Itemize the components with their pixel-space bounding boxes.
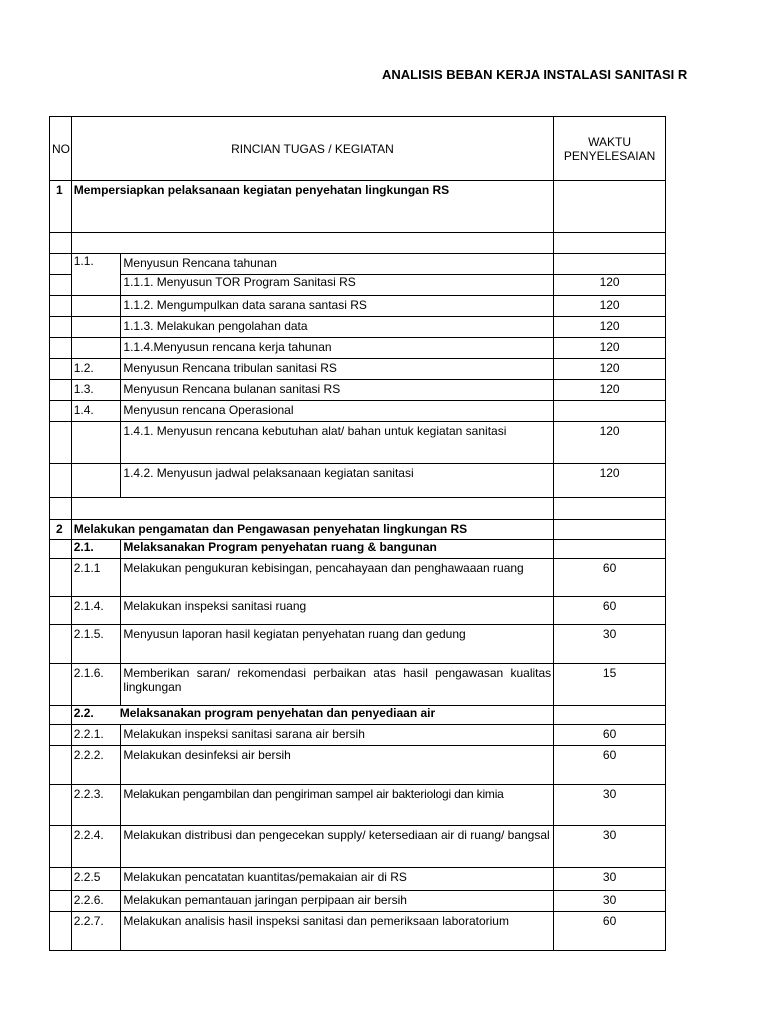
subsection-title: Melaksanakan program penyehatan dan penyediaan air bbox=[119, 706, 436, 720]
row-time: 30 bbox=[554, 625, 666, 664]
row-desc: 1.1.4.Menyusun rencana kerja tahunan bbox=[121, 338, 554, 359]
table-row bbox=[50, 868, 666, 891]
row-time: 120 bbox=[554, 380, 666, 401]
section-no: 1 bbox=[50, 181, 72, 233]
row-desc: 1.1.1. Menyusun TOR Program Sanitasi RS bbox=[121, 275, 554, 296]
table-header-row bbox=[50, 117, 666, 181]
row-desc: Melakukan pemantauan jaringan perpipaan air bersih bbox=[121, 891, 554, 912]
row-desc: Menyusun rencana Operasional bbox=[121, 401, 554, 422]
table-row bbox=[50, 380, 666, 401]
section-time bbox=[554, 181, 666, 233]
table-row bbox=[50, 422, 666, 464]
row-desc: Melakukan pencatatan kuantitas/pemakaian air di RS bbox=[121, 868, 554, 891]
table-row bbox=[50, 464, 666, 498]
row-code bbox=[71, 296, 121, 317]
table-row bbox=[50, 296, 666, 317]
header-task: RINCIAN TUGAS / KEGIATAN bbox=[71, 117, 553, 181]
row-time: 120 bbox=[554, 338, 666, 359]
row-code: 1.1. bbox=[71, 254, 121, 275]
subsection-code: 2.1. bbox=[71, 540, 121, 559]
table-row bbox=[50, 317, 666, 338]
header-no: NO bbox=[50, 117, 72, 181]
workload-table bbox=[49, 116, 666, 951]
table-row bbox=[50, 785, 666, 826]
table-row bbox=[50, 275, 666, 296]
row-desc: Menyusun laporan hasil kegiatan penyehatan ruang dan gedung bbox=[121, 625, 554, 664]
table-row bbox=[50, 559, 666, 597]
table-row bbox=[50, 891, 666, 912]
table-row bbox=[50, 625, 666, 664]
row-code: 2.2.3. bbox=[71, 785, 121, 826]
row-desc: 1.1.2. Mengumpulkan data sarana santasi RS bbox=[121, 296, 554, 317]
row-code bbox=[71, 317, 121, 338]
row-time: 15 bbox=[554, 664, 666, 706]
row-desc: Menyusun Rencana tahunan bbox=[121, 254, 554, 275]
row-code: 1.4. bbox=[71, 401, 121, 422]
section-row bbox=[50, 181, 666, 233]
row-time: 120 bbox=[554, 464, 666, 498]
row-time: 60 bbox=[554, 746, 666, 785]
row-time: 30 bbox=[554, 826, 666, 868]
row-code bbox=[71, 464, 121, 498]
row-time: 120 bbox=[554, 317, 666, 338]
row-desc: Melakukan inspeksi sanitasi ruang bbox=[121, 597, 554, 625]
row-desc: Melakukan analisis hasil inspeksi sanitasi dan pemeriksaan laboratorium bbox=[121, 912, 554, 951]
subsection-label bbox=[71, 706, 553, 725]
row-time: 30 bbox=[554, 785, 666, 826]
row-time: 120 bbox=[554, 359, 666, 380]
row-desc: 1.4.1. Menyusun rencana kebutuhan alat/ bahan untuk kegiatan sanitasi bbox=[121, 422, 554, 464]
row-time bbox=[554, 401, 666, 422]
row-time: 30 bbox=[554, 891, 666, 912]
row-desc: Memberikan saran/ rekomendasi perbaikan atas hasil pengawasan kualitas lingkungan bbox=[121, 664, 554, 706]
table-row bbox=[50, 338, 666, 359]
row-time: 30 bbox=[554, 868, 666, 891]
row-desc: Menyusun Rencana bulanan sanitasi RS bbox=[121, 380, 554, 401]
row-desc: Melakukan distribusi dan pengecekan supply/ ketersediaan air di ruang/ bangsal bbox=[121, 826, 554, 868]
row-code: 2.1.6. bbox=[71, 664, 121, 706]
subsection-row bbox=[50, 706, 666, 725]
row-code: 2.1.5. bbox=[71, 625, 121, 664]
section-label: Mempersiapkan pelaksanaan kegiatan penyehatan lingkungan RS bbox=[71, 181, 553, 233]
row-desc: Melakukan desinfeksi air bersih bbox=[121, 746, 554, 785]
row-desc: Melakukan pengambilan dan pengiriman sampel air bakteriologi dan kimia bbox=[121, 785, 554, 826]
table-row bbox=[50, 725, 666, 746]
section-no: 2 bbox=[50, 520, 72, 540]
row-code: 2.2.7. bbox=[71, 912, 121, 951]
row-code: 2.2.2. bbox=[71, 746, 121, 785]
section-time bbox=[554, 520, 666, 540]
row-time: 120 bbox=[554, 296, 666, 317]
row-code bbox=[71, 422, 121, 464]
table-row bbox=[50, 401, 666, 422]
row-code: 1.2. bbox=[71, 359, 121, 380]
table-row bbox=[50, 359, 666, 380]
row-code: 2.2.4. bbox=[71, 826, 121, 868]
row-time: 60 bbox=[554, 725, 666, 746]
row-time: 120 bbox=[554, 422, 666, 464]
section-row bbox=[50, 520, 666, 540]
row-code bbox=[71, 338, 121, 359]
table-row bbox=[50, 664, 666, 706]
row-code bbox=[71, 275, 121, 296]
row-time bbox=[554, 254, 666, 275]
table-row bbox=[50, 912, 666, 951]
row-time: 60 bbox=[554, 597, 666, 625]
section-label: Melakukan pengamatan dan Pengawasan penyehatan lingkungan RS bbox=[71, 520, 553, 540]
header-time: WAKTU PENYELESAIAN bbox=[554, 117, 666, 181]
table-row bbox=[50, 597, 666, 625]
spacer-row bbox=[50, 233, 666, 254]
row-code: 2.1.4. bbox=[71, 597, 121, 625]
table-row bbox=[50, 254, 666, 275]
row-time: 60 bbox=[554, 912, 666, 951]
document-title: ANALISIS BEBAN KERJA INSTALASI SANITASI R bbox=[382, 67, 688, 82]
row-desc: 1.1.3. Melakukan pengolahan data bbox=[121, 317, 554, 338]
row-desc: Melakukan inspeksi sanitasi sarana air bersih bbox=[121, 725, 554, 746]
row-time: 120 bbox=[554, 275, 666, 296]
subsection-label: Melaksanakan Program penyehatan ruang & bangunan bbox=[121, 540, 554, 559]
table-row bbox=[50, 826, 666, 868]
row-code: 2.2.5 bbox=[71, 868, 121, 891]
row-code: 1.3. bbox=[71, 380, 121, 401]
row-code: 2.1.1 bbox=[71, 559, 121, 597]
spacer-row bbox=[50, 498, 666, 520]
subsection-row bbox=[50, 540, 666, 559]
row-desc: 1.4.2. Menyusun jadwal pelaksanaan kegiatan sanitasi bbox=[121, 464, 554, 498]
row-time: 60 bbox=[554, 559, 666, 597]
row-desc: Melakukan pengukuran kebisingan, pencahayaan dan penghawaaan ruang bbox=[121, 559, 554, 597]
row-desc: Menyusun Rencana tribulan sanitasi RS bbox=[121, 359, 554, 380]
row-code: 2.2.1. bbox=[71, 725, 121, 746]
table-row bbox=[50, 746, 666, 785]
row-code: 2.2.6. bbox=[71, 891, 121, 912]
subsection-code: 2.2. bbox=[73, 706, 94, 720]
